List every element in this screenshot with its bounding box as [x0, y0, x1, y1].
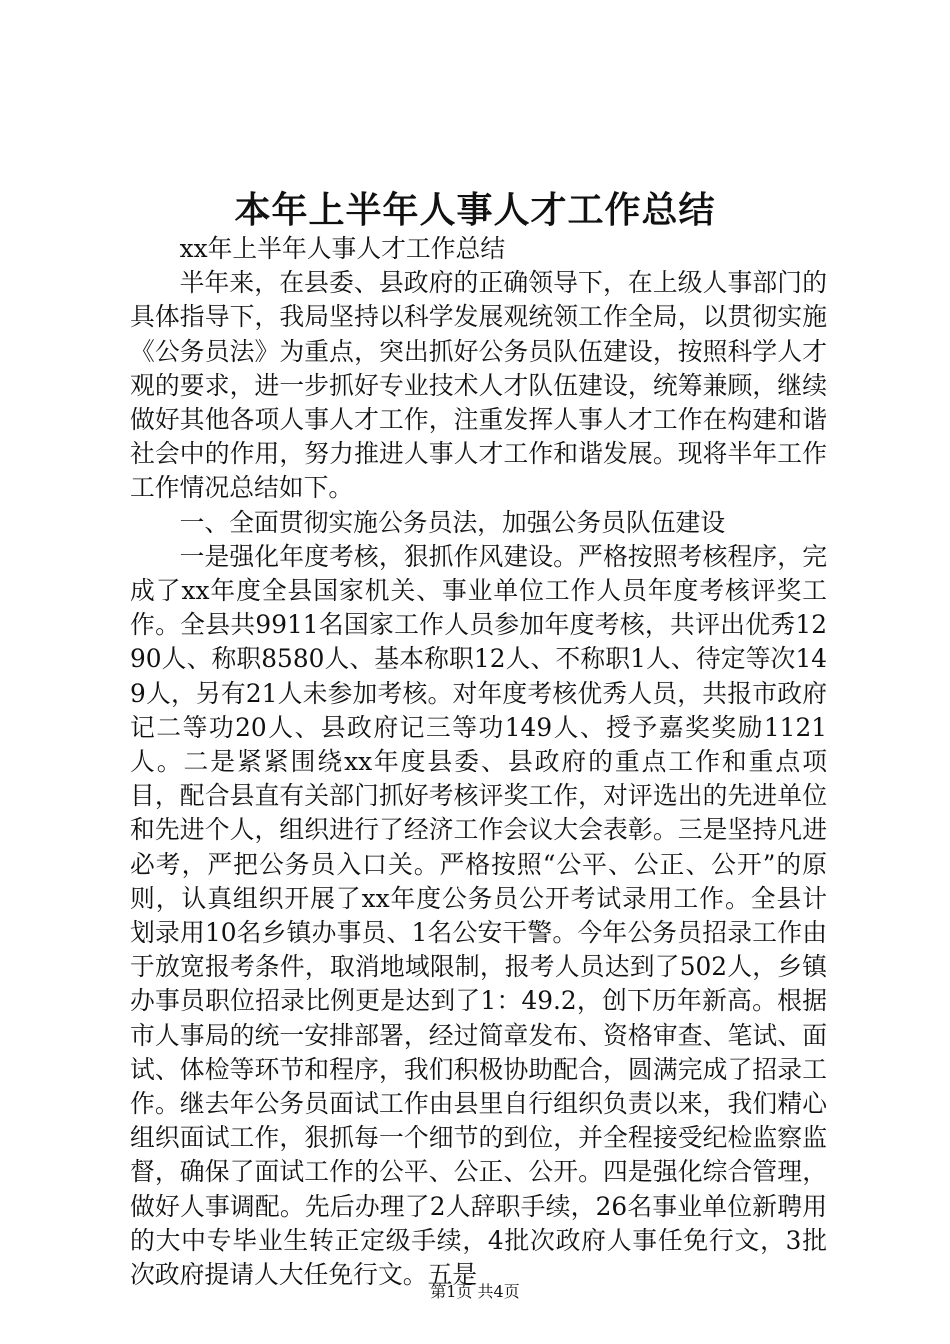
subtitle-line: xx年上半年人事人才工作总结: [179, 234, 506, 263]
intro-paragraph: 半年来，在县委、县政府的正确领导下，在上级人事部门的具体指导下，我局坚持以科学发展观统领工作全局，以贯彻实施《公务员法》为重点，突出抓好公务员队伍建设，按照科学人才观的要求，进一步抓好专业技术人才队伍建设，统筹兼顾，继续做好其他各项人事人才工作，注重发挥人事人才工作在构建和谐社会中的作用，努力推进人事人才工作和谐发展。现将半年工作工作情况总结如下。: [130, 268, 827, 503]
body-paragraph: 一是强化年度考核，狠抓作风建设。严格按照考核程序，完成了xx年度全县国家机关、事业单位工作人员年度考核评奖工作。全县共9911名国家工作人员参加年度考核，共评出优秀1290人、称职8580人、基本称职12人、不称职1人、待定等次149人，另有21人未参加考核。对年度考核优秀人员，共报市政府记二等功20人、县政府记三等功149人、授予嘉奖奖励1121人。二是紧紧围绕xx年度县委、县政府的重点工作和重点项目，配合县直有关部门抓好考核评奖工作，对评选出的先进单位和先进个人，组织进行了经济工作会议大会表彰。三是坚持凡进必考，严把公务员入口关。严格按照“公平、公正、公开”的原则，认真组织开展了xx年度公务员公开考试录用工作。全县计划录用10名乡镇办事员、1名公安干警。今年公务员招录工作由于放宽报考条件，取消地域限制，报考人员达到了502人，乡镇办事员职位招录比例更是达到了1：49.2，创下历年新高。根据市人事局的统一安排部署，经过简章发布、资格审查、笔试、面试、体检等环节和程序，我们积极协助配合，圆满完成了招录工作。继去年公务员面试工作由县里自行组织负责以来，我们精心组织面试工作，狠抓每一个细节的到位，并全程接受纪检监察监督，确保了面试工作的公平、公正、公开。四是强化综合管理，做好人事调配。先后办理了2人辞职手续，26名事业单位新聘用的大中专毕业生转正定级手续，4批次政府人事任免行文，3批次政府提请人大任免行文。五是: [130, 541, 827, 1290]
page-footer: 第1页 共4页: [430, 1282, 520, 1301]
document-body: [130, 232, 827, 1292]
section-heading: 一、全面贯彻实施公务员法，加强公务员队伍建设: [179, 507, 726, 537]
document-title: 本年上半年人事人才工作总结: [234, 189, 716, 231]
